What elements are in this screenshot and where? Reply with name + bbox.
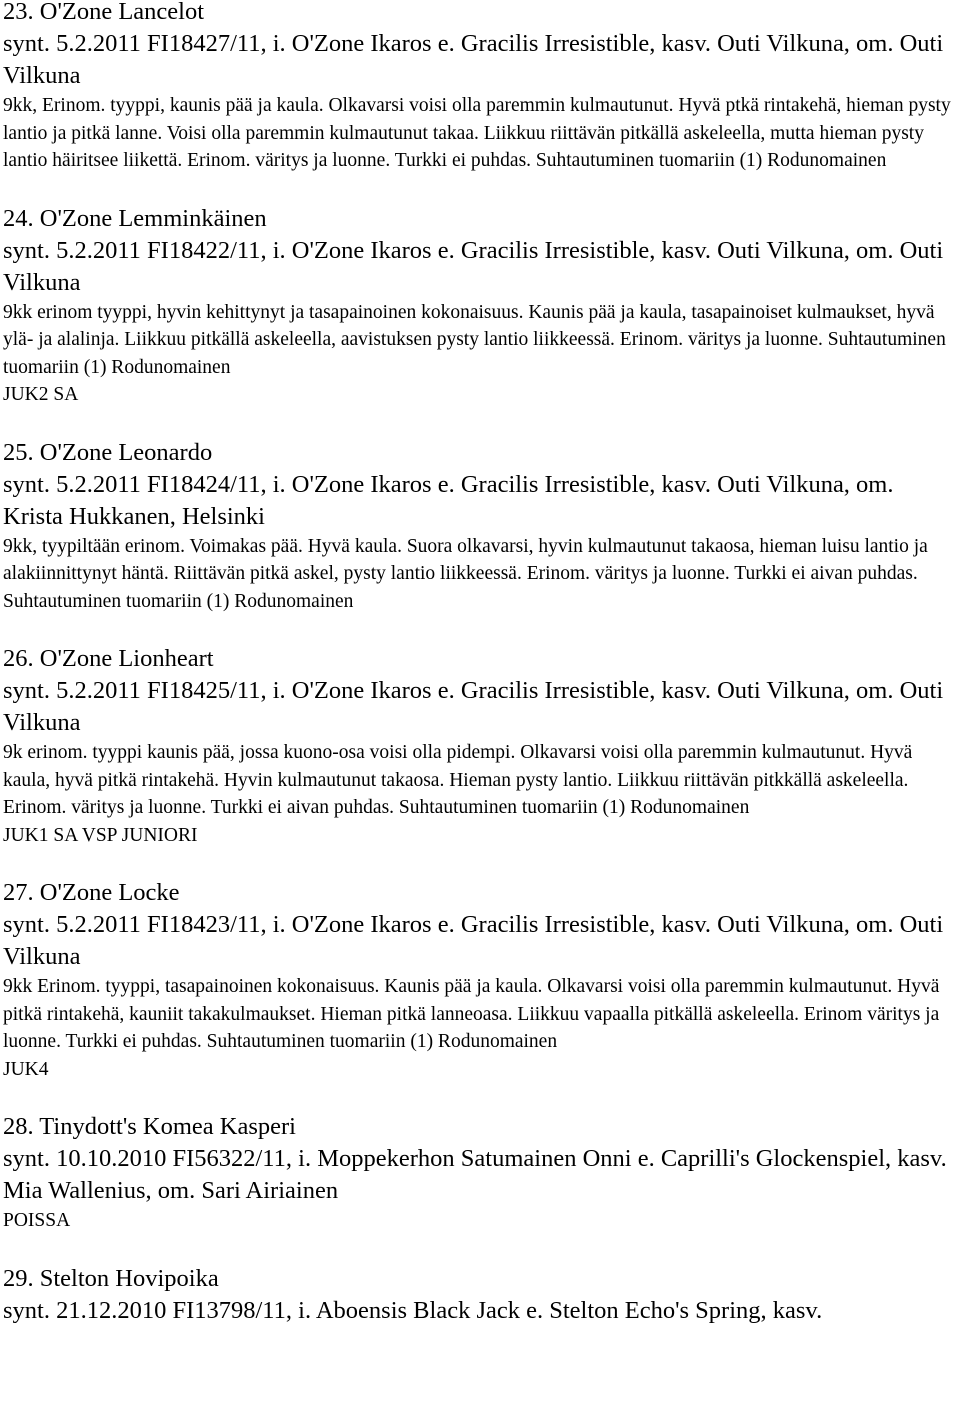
dog-critique: 9kk erinom tyyppi, hyvin kehittynyt ja tasapainoinen kokonaisuus. Kaunis pää ja kaula, tasapainoiset kulmaukset, hyvä ylä- ja alalinja. Liikkuu pitkällä askeleella, aavistuksen pysty lantio liikkeessä. Erinom. väritys ja luonne. Suhtautuminen tuomariin (1) Rodunomainen (3, 301, 946, 378)
dog-critique: 9k erinom. tyyppi kaunis pää, jossa kuono-osa voisi olla pidempi. Olkavarsi voisi olla paremmin kulmautunut. Hyvä kaula, hyvä pitkä rintakehä. Hyvin kulmautunut takaosa. Hieman pysty lantio. Liikkuu riittävän pitkkällä askeleella. Erinom. väritys ja luonne. Turkki ei aivan puhdas. Suhtautuminen tuomariin (1) Rodunomainen (3, 742, 913, 818)
dog-title: 29. Stelton Hovipoika (3, 1264, 219, 1292)
dog-result: JUK2 SA (3, 384, 79, 405)
dog-title: 27. O'Zone Locke (3, 879, 180, 906)
dog-result: JUK4 (3, 1058, 49, 1080)
dog-entry (3, 1263, 959, 1327)
dog-details: synt. 5.2.2011 FI18422/11, i. O'Zone Ikaros e. Gracilis Irresistible, kasv. Outi Vilkuna, om. Outi Vilkuna (3, 236, 944, 296)
dog-entry (3, 877, 959, 1083)
dog-result: JUK1 SA VSP JUNIORI (3, 824, 198, 846)
dog-entry (3, 203, 959, 409)
dog-result: POISSA (3, 1210, 71, 1231)
dog-entry (3, 643, 959, 849)
judging-report (3, 0, 959, 1355)
dog-details: synt. 5.2.2011 FI18425/11, i. O'Zone Ikaros e. Gracilis Irresistible, kasv. Outi Vilkuna, om. Outi Vilkuna (3, 677, 944, 736)
dog-entry (3, 0, 959, 175)
dog-title: 25. O'Zone Leonardo (3, 438, 213, 466)
dog-title: 28. Tinydott's Komea Kasperi (3, 1113, 296, 1140)
dog-entry (3, 1111, 959, 1235)
dog-details: synt. 21.12.2010 FI13798/11, i. Aboensis Black Jack e. Stelton Echo's Spring, kasv. (3, 1296, 823, 1324)
dog-critique: 9kk Erinom. tyyppi, tasapainoinen kokonaisuus. Kaunis pää ja kaula. Olkavarsi voisi olla paremmin kulmautunut. Hyvä pitkä rintakehä, kauniit takakulmaukset. Hieman pitkä lanneoasa. Liikkuu vapaalla pitkällä askeleella. Erinom väritys ja luonne. Turkki ei puhdas. Suhtautuminen tuomariin (1) Rodunomainen (3, 976, 940, 1052)
dog-details: synt. 5.2.2011 FI18423/11, i. O'Zone Ikaros e. Gracilis Irresistible, kasv. Outi Vilkuna, om. Outi Vilkuna (3, 911, 944, 970)
dog-critique: 9kk, Erinom. tyyppi, kaunis pää ja kaula. Olkavarsi voisi olla paremmin kulmautunut. Hyvä ptkä rintakehä, hieman pysty lantio ja pitkä lanne. Voisi olla paremmin kulmautunut takaa. Liikkuu riittävän pitkällä askeleella, mutta hieman pysty lantio häiritsee liikettä. Erinom. väritys ja luonne. Turkki ei puhdas. Suhtautuminen tuomariin (1) Rodunomainen (3, 95, 951, 171)
dog-title: 23. O'Zone Lancelot (3, 0, 205, 25)
dog-title: 26. O'Zone Lionheart (3, 645, 214, 672)
dog-critique: 9kk, tyypiltään erinom. Voimakas pää. Hyvä kaula. Suora olkavarsi, hyvin kulmautunut takaosa, hieman luisu lantio ja alakiinnittynyt häntä. Riittävän pitkä askel, pysty lantio liikkeessä. Erinom. väritys ja luonne. Turkki ei aivan puhdas. Suhtautuminen tuomariin (1) Rodunomainen (3, 535, 928, 612)
dog-details: synt. 10.10.2010 FI56322/11, i. Moppekerhon Satumainen Onni e. Caprilli's Glockenspiel, kasv. Mia Wallenius, om. Sari Airiainen (3, 1145, 947, 1204)
dog-details: synt. 5.2.2011 FI18424/11, i. O'Zone Ikaros e. Gracilis Irresistible, kasv. Outi Vilkuna, om. Krista Hukkanen, Helsinki (3, 470, 894, 530)
dog-details: synt. 5.2.2011 FI18427/11, i. O'Zone Ikaros e. Gracilis Irresistible, kasv. Outi Vilkuna, om. Outi Vilkuna (3, 30, 944, 89)
dog-entry (3, 437, 959, 616)
dog-title: 24. O'Zone Lemminkäinen (3, 204, 267, 232)
